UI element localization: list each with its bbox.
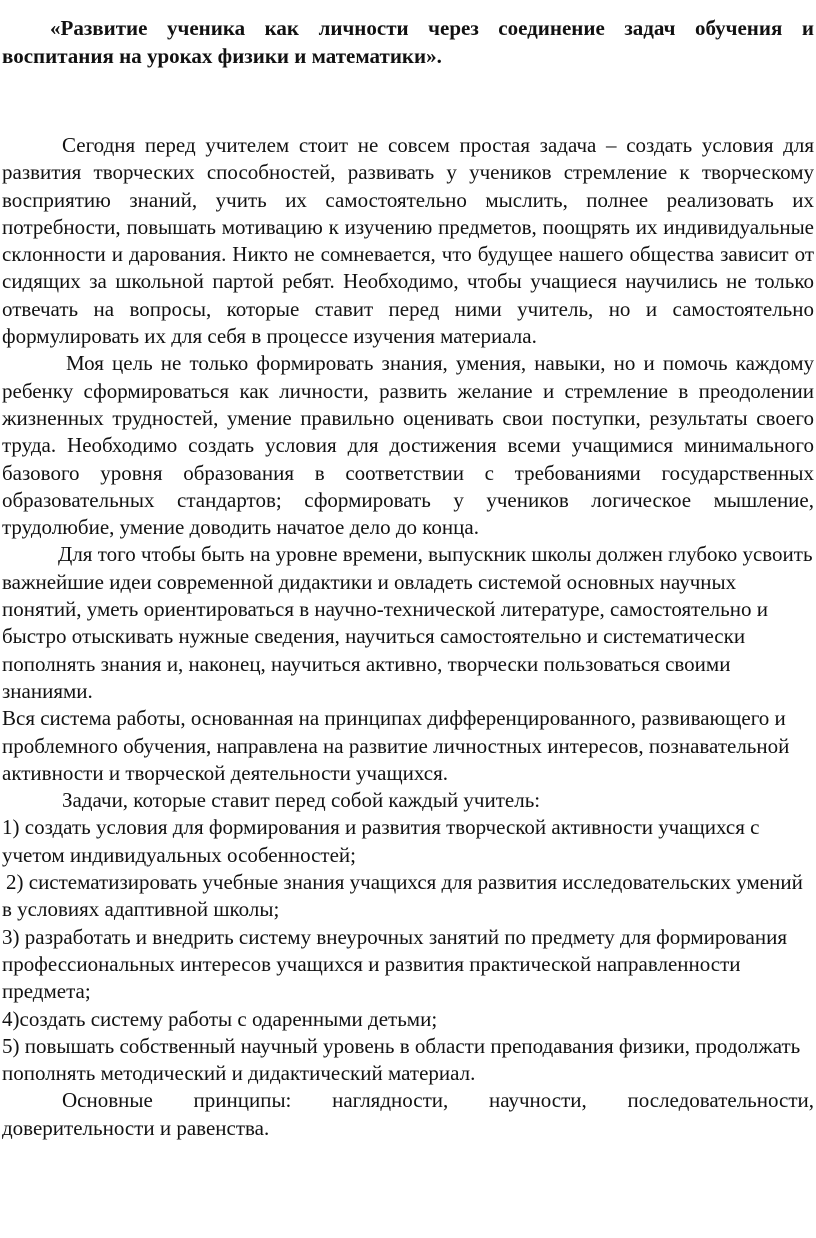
paragraph-goal: Моя цель не только формировать знания, умения, навыки, но и помочь каждому ребенку сформироваться как личности, развить желание и стремление в преодолении жизненных трудностей, умение правильно оценивать свои поступки, результаты своего труда. Необходимо создать условия для достижения всеми учащимися минимального базового уровня образования в соответствии с требованиями государственных образовательных стандартов; сформировать у учеников логическое мышление, трудолюбие, умение доводить начатое дело до конца.	[2, 351, 814, 540]
task-item-1: 1) создать условия для формирования и развития творческой активности учащихся с учетом индивидуальных особенностей;	[2, 815, 760, 867]
task-item-5: 5) повышать собственный научный уровень в области преподавания физики, продолжать пополнять методический и дидактический материал.	[2, 1033, 801, 1086]
paragraph-tasks-intro: Задачи, которые ставит перед собой каждый учитель:	[62, 788, 541, 813]
task-item-3: 3) разработать и внедрить систему внеурочных занятий по предмету для формирования профессиональных интересов учащихся и развития практической направленности предмета;	[2, 924, 788, 1004]
task-item-4: 4)создать систему работы с одаренными детьми;	[2, 1006, 438, 1031]
document-title: «Развитие ученика как личности через соединение задач обучения и воспитания на уроках физики и математики».	[2, 16, 814, 68]
paragraph-system: Вся система работы, основанная на принципах дифференцированного, развивающего и проблемного обучения, направлена на развитие личностных интересов, познавательной активности и творческой деятельности учащихся.	[2, 706, 790, 785]
paragraph-principles: Основные принципы: наглядности, научности, последовательности, доверительности и равенства.	[2, 1088, 814, 1140]
title-spacer	[2, 70, 814, 132]
paragraph-intro: Сегодня перед учителем стоит не совсем простая задача – создать условия для развития творческих способностей, развивать у учеников стремление к творческому восприятию знаний, учить их самостоятельно мыслить, полнее реализовать их потребности, повышать мотивацию к изучению предметов, поощрять их индивидуальные склонности и дарования. Никто не сомневается, что будущее нашего общества зависит от сидящих за школьной партой ребят. Необходимо, чтобы учащиеся научились не только отвечать на вопросы, которые ставит перед ними учитель, но и самостоятельно формулировать их для себя в процессе изучения материала.	[2, 133, 814, 349]
paragraph-graduate: Для того чтобы быть на уровне времени, выпускник школы должен глубоко усвоить важнейшие идеи современной дидактики и овладеть системой основных научных понятий, уметь ориентироваться в научно-технической литературе, самостоятельно и быстро отыскивать нужные сведения, научиться самостоятельно и систематически пополнять знания и, наконец, научиться активно, творчески пользоваться своими знаниями.	[2, 542, 813, 703]
task-item-2: 2) систематизировать учебные знания учащихся для развития исследовательских умений в условиях адаптивной школы;	[2, 870, 803, 922]
